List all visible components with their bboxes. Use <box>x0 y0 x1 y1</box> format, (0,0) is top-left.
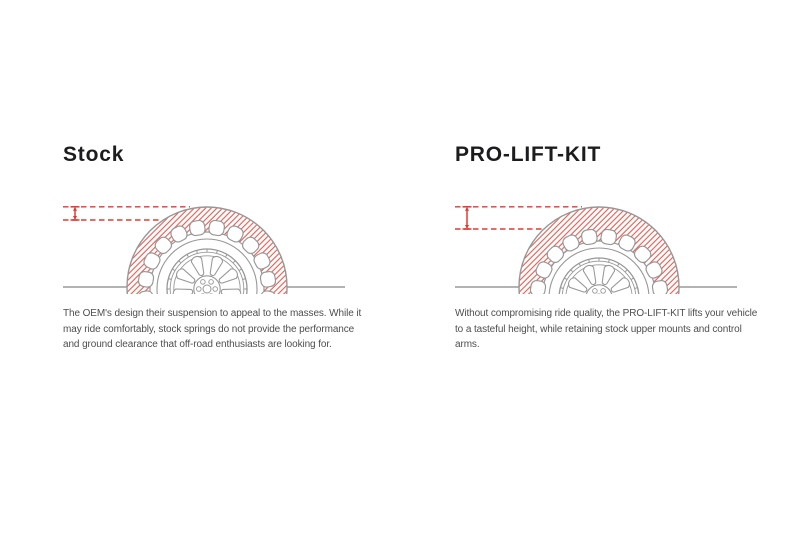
bead-bolt <box>169 279 171 280</box>
stock-title: Stock <box>63 143 125 166</box>
lug-nut <box>197 287 202 292</box>
lug-nut <box>201 294 206 295</box>
kit-wheel-arch-drawing <box>442 192 742 295</box>
tread-knob <box>260 271 277 288</box>
bead-bolt <box>589 260 590 262</box>
text-line: arms. <box>455 339 480 350</box>
tread-knob <box>652 280 669 295</box>
tread-knob <box>600 229 617 246</box>
text-line: and ground clearance that off-road enthusiasts are looking for. <box>63 339 332 350</box>
measurement-arrow-icon <box>71 207 80 220</box>
bead-bolt <box>609 260 610 262</box>
bead-bolt <box>635 288 637 289</box>
stock-wheel-arch-drawing <box>50 192 350 295</box>
bead-bolt <box>197 251 198 253</box>
lug-nut <box>601 289 606 294</box>
stock-description <box>63 306 393 353</box>
lug-nut <box>593 289 598 294</box>
tread-knob <box>581 229 598 246</box>
column-pro-lift-kit <box>392 0 800 534</box>
tread-knob <box>530 280 547 295</box>
lug-nut <box>201 280 206 285</box>
tread-knob <box>208 220 225 237</box>
column-stock <box>0 0 392 534</box>
pro-lift-kit-description <box>455 306 785 353</box>
bead-bolt <box>561 288 563 289</box>
tread-knob <box>138 271 155 288</box>
lug-nut <box>213 287 218 292</box>
text-line: The OEM's design their suspension to appeal to the masses. While it <box>63 308 362 319</box>
pro-lift-kit-title: PRO-LIFT-KIT <box>455 143 602 166</box>
lug-nut <box>209 294 214 295</box>
text-line: Without compromising ride quality, the PRO-LIFT-KIT lifts your vehicle <box>455 308 758 319</box>
bead-bolt <box>217 251 218 253</box>
tread-knob <box>189 220 206 237</box>
bead-bolt <box>243 279 245 280</box>
text-line: to a tasteful height, while retaining stock upper mounts and control <box>455 323 742 335</box>
pro-lift-kit-suspension-diagram <box>442 192 742 295</box>
text-line: may ride comfortably, stock springs do not provide the performance <box>63 323 355 335</box>
stock-suspension-diagram <box>50 192 350 295</box>
lug-nut <box>209 280 214 285</box>
measurement-arrow-icon <box>463 207 472 229</box>
